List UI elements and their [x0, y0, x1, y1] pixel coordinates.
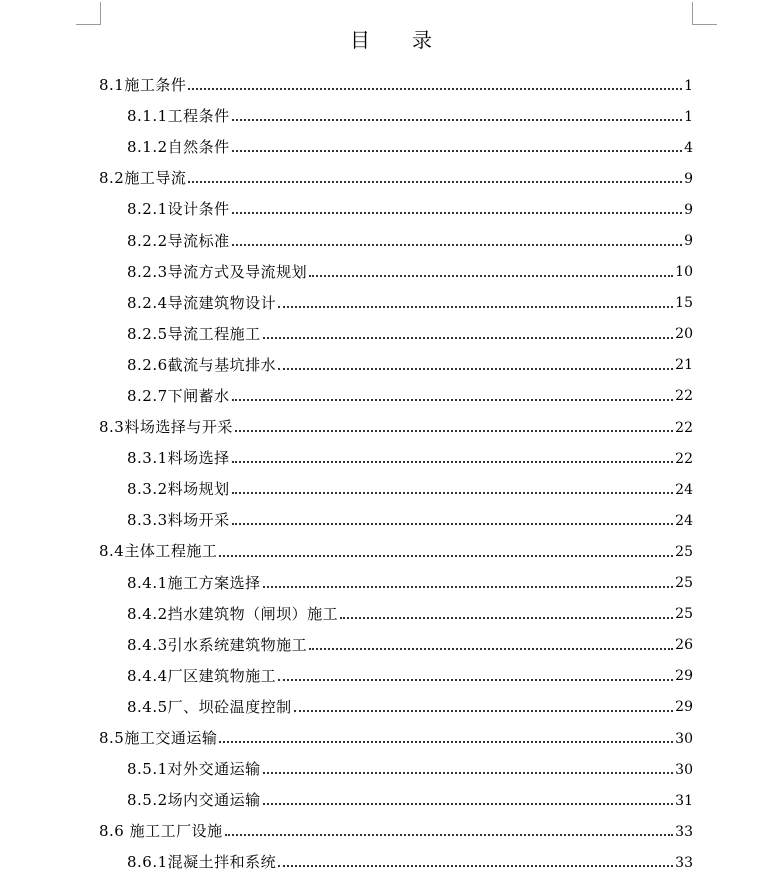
toc-entry[interactable]	[99, 319, 693, 350]
toc-dot-leader	[278, 305, 673, 308]
toc-dot-leader	[263, 336, 674, 339]
toc-entry-label: 8.5施工交通运输	[99, 729, 218, 748]
table-of-contents	[99, 70, 693, 878]
toc-entry-label: 8.2.2导流标准	[127, 231, 230, 250]
toc-dot-leader	[232, 149, 682, 152]
toc-entry-page-number: 33	[675, 823, 693, 840]
toc-entry[interactable]	[99, 754, 693, 785]
toc-entry[interactable]	[99, 536, 693, 567]
toc-entry-page-number: 29	[675, 699, 693, 716]
toc-entry-page-number: 24	[675, 481, 693, 498]
toc-dot-leader	[232, 118, 682, 121]
toc-entry-label: 8.2.5导流工程施工	[127, 324, 261, 343]
toc-entry[interactable]	[99, 163, 693, 194]
toc-entry-page-number: 25	[675, 575, 693, 592]
toc-entry-page-number: 30	[675, 761, 693, 778]
page-title	[0, 24, 784, 53]
toc-entry-page-number: 22	[675, 419, 693, 436]
toc-entry-label: 8.2.6截流与基坑排水	[127, 355, 277, 374]
toc-entry[interactable]	[99, 194, 693, 225]
toc-dot-leader	[219, 554, 673, 557]
page-corner-mark-left	[76, 2, 101, 25]
toc-entry-label: 8.1.1工程条件	[127, 107, 230, 126]
toc-entry[interactable]	[99, 692, 693, 723]
toc-entry-page-number: 15	[675, 295, 693, 312]
toc-entry[interactable]	[99, 70, 693, 101]
toc-entry[interactable]	[99, 443, 693, 474]
toc-entry[interactable]	[99, 101, 693, 132]
toc-dot-leader	[235, 429, 673, 432]
toc-entry[interactable]	[99, 599, 693, 630]
toc-entry[interactable]	[99, 381, 693, 412]
toc-entry-page-number: 1	[684, 108, 693, 125]
toc-dot-leader	[278, 367, 673, 370]
toc-entry-label: 8.6 施工工厂设施	[99, 822, 223, 841]
toc-entry-page-number: 1	[684, 77, 693, 94]
toc-entry-page-number: 21	[675, 357, 693, 374]
toc-dot-leader	[232, 398, 674, 401]
toc-entry[interactable]	[99, 816, 693, 847]
page-corner-mark-right	[692, 2, 717, 25]
toc-entry-page-number: 33	[675, 854, 693, 871]
toc-entry-label: 8.2.7下闸蓄水	[127, 386, 230, 405]
toc-entry[interactable]	[99, 132, 693, 163]
toc-entry-label: 8.1.2自然条件	[127, 138, 230, 157]
toc-entry-label: 8.5.2场内交通运输	[127, 791, 261, 810]
toc-entry[interactable]	[99, 785, 693, 816]
toc-entry-label: 8.5.1对外交通运输	[127, 760, 261, 779]
toc-dot-leader	[232, 522, 674, 525]
toc-entry-page-number: 25	[675, 543, 693, 560]
toc-entry-page-number: 4	[684, 139, 693, 156]
toc-dot-leader	[278, 864, 673, 867]
title-char-1: 目	[350, 28, 372, 52]
toc-dot-leader	[309, 274, 673, 277]
toc-entry-label: 8.4.5厂、坝砼温度控制	[127, 697, 292, 716]
toc-entry[interactable]	[99, 505, 693, 536]
toc-dot-leader	[263, 771, 674, 774]
toc-entry-page-number: 22	[675, 450, 693, 467]
toc-entry-label: 8.4.1施工方案选择	[127, 573, 261, 592]
toc-entry-page-number: 20	[675, 326, 693, 343]
toc-entry-label: 8.4.3引水系统建筑物施工	[127, 635, 308, 654]
toc-entry-page-number: 9	[684, 201, 693, 218]
toc-entry-page-number: 26	[675, 637, 693, 654]
toc-dot-leader	[263, 802, 674, 805]
toc-dot-leader	[232, 460, 674, 463]
toc-entry-page-number: 30	[675, 730, 693, 747]
toc-entry[interactable]	[99, 412, 693, 443]
toc-dot-leader	[232, 491, 674, 494]
toc-entry-page-number: 29	[675, 668, 693, 685]
toc-entry[interactable]	[99, 257, 693, 288]
toc-dot-leader	[225, 833, 674, 836]
toc-entry-page-number: 24	[675, 512, 693, 529]
toc-entry-page-number: 9	[684, 233, 693, 250]
toc-dot-leader	[232, 211, 682, 214]
toc-entry-label: 8.2.4导流建筑物设计	[127, 293, 277, 312]
toc-entry-label: 8.2施工导流	[99, 169, 187, 188]
toc-entry[interactable]	[99, 723, 693, 754]
toc-entry-label: 8.2.3导流方式及导流规划	[127, 262, 308, 281]
toc-entry-page-number: 9	[684, 170, 693, 187]
toc-entry-page-number: 31	[675, 792, 693, 809]
toc-entry-label: 8.1施工条件	[99, 76, 187, 95]
toc-entry-label: 8.4.4厂区建筑物施工	[127, 666, 277, 685]
toc-entry[interactable]	[99, 350, 693, 381]
toc-entry-label: 8.2.1设计条件	[127, 200, 230, 219]
toc-entry-label: 8.3.1料场选择	[127, 449, 230, 468]
toc-dot-leader	[309, 647, 673, 650]
toc-entry-label: 8.4主体工程施工	[99, 542, 218, 561]
toc-entry[interactable]	[99, 225, 693, 256]
toc-entry-page-number: 22	[675, 388, 693, 405]
toc-dot-leader	[219, 740, 673, 743]
toc-dot-leader	[278, 678, 673, 681]
toc-entry[interactable]	[99, 568, 693, 599]
toc-dot-leader	[232, 243, 682, 246]
toc-entry-label: 8.4.2挡水建筑物（闸坝）施工	[127, 604, 339, 623]
toc-entry[interactable]	[99, 474, 693, 505]
toc-dot-leader	[340, 616, 673, 619]
toc-dot-leader	[188, 180, 682, 183]
toc-entry-page-number: 10	[675, 264, 693, 281]
toc-entry-label: 8.3.3料场开采	[127, 511, 230, 530]
toc-entry[interactable]	[99, 630, 693, 661]
toc-entry[interactable]	[99, 288, 693, 319]
toc-dot-leader	[188, 87, 682, 90]
toc-dot-leader	[263, 585, 674, 588]
toc-entry-label: 8.6.1混凝土拌和系统	[127, 853, 277, 872]
title-char-2: 录	[412, 28, 434, 52]
toc-entry[interactable]	[99, 661, 693, 692]
toc-entry-label: 8.3.2料场规划	[127, 480, 230, 499]
toc-entry-page-number: 25	[675, 606, 693, 623]
toc-entry-label: 8.3料场选择与开采	[99, 418, 233, 437]
toc-entry[interactable]	[99, 847, 693, 878]
toc-dot-leader	[294, 709, 674, 712]
